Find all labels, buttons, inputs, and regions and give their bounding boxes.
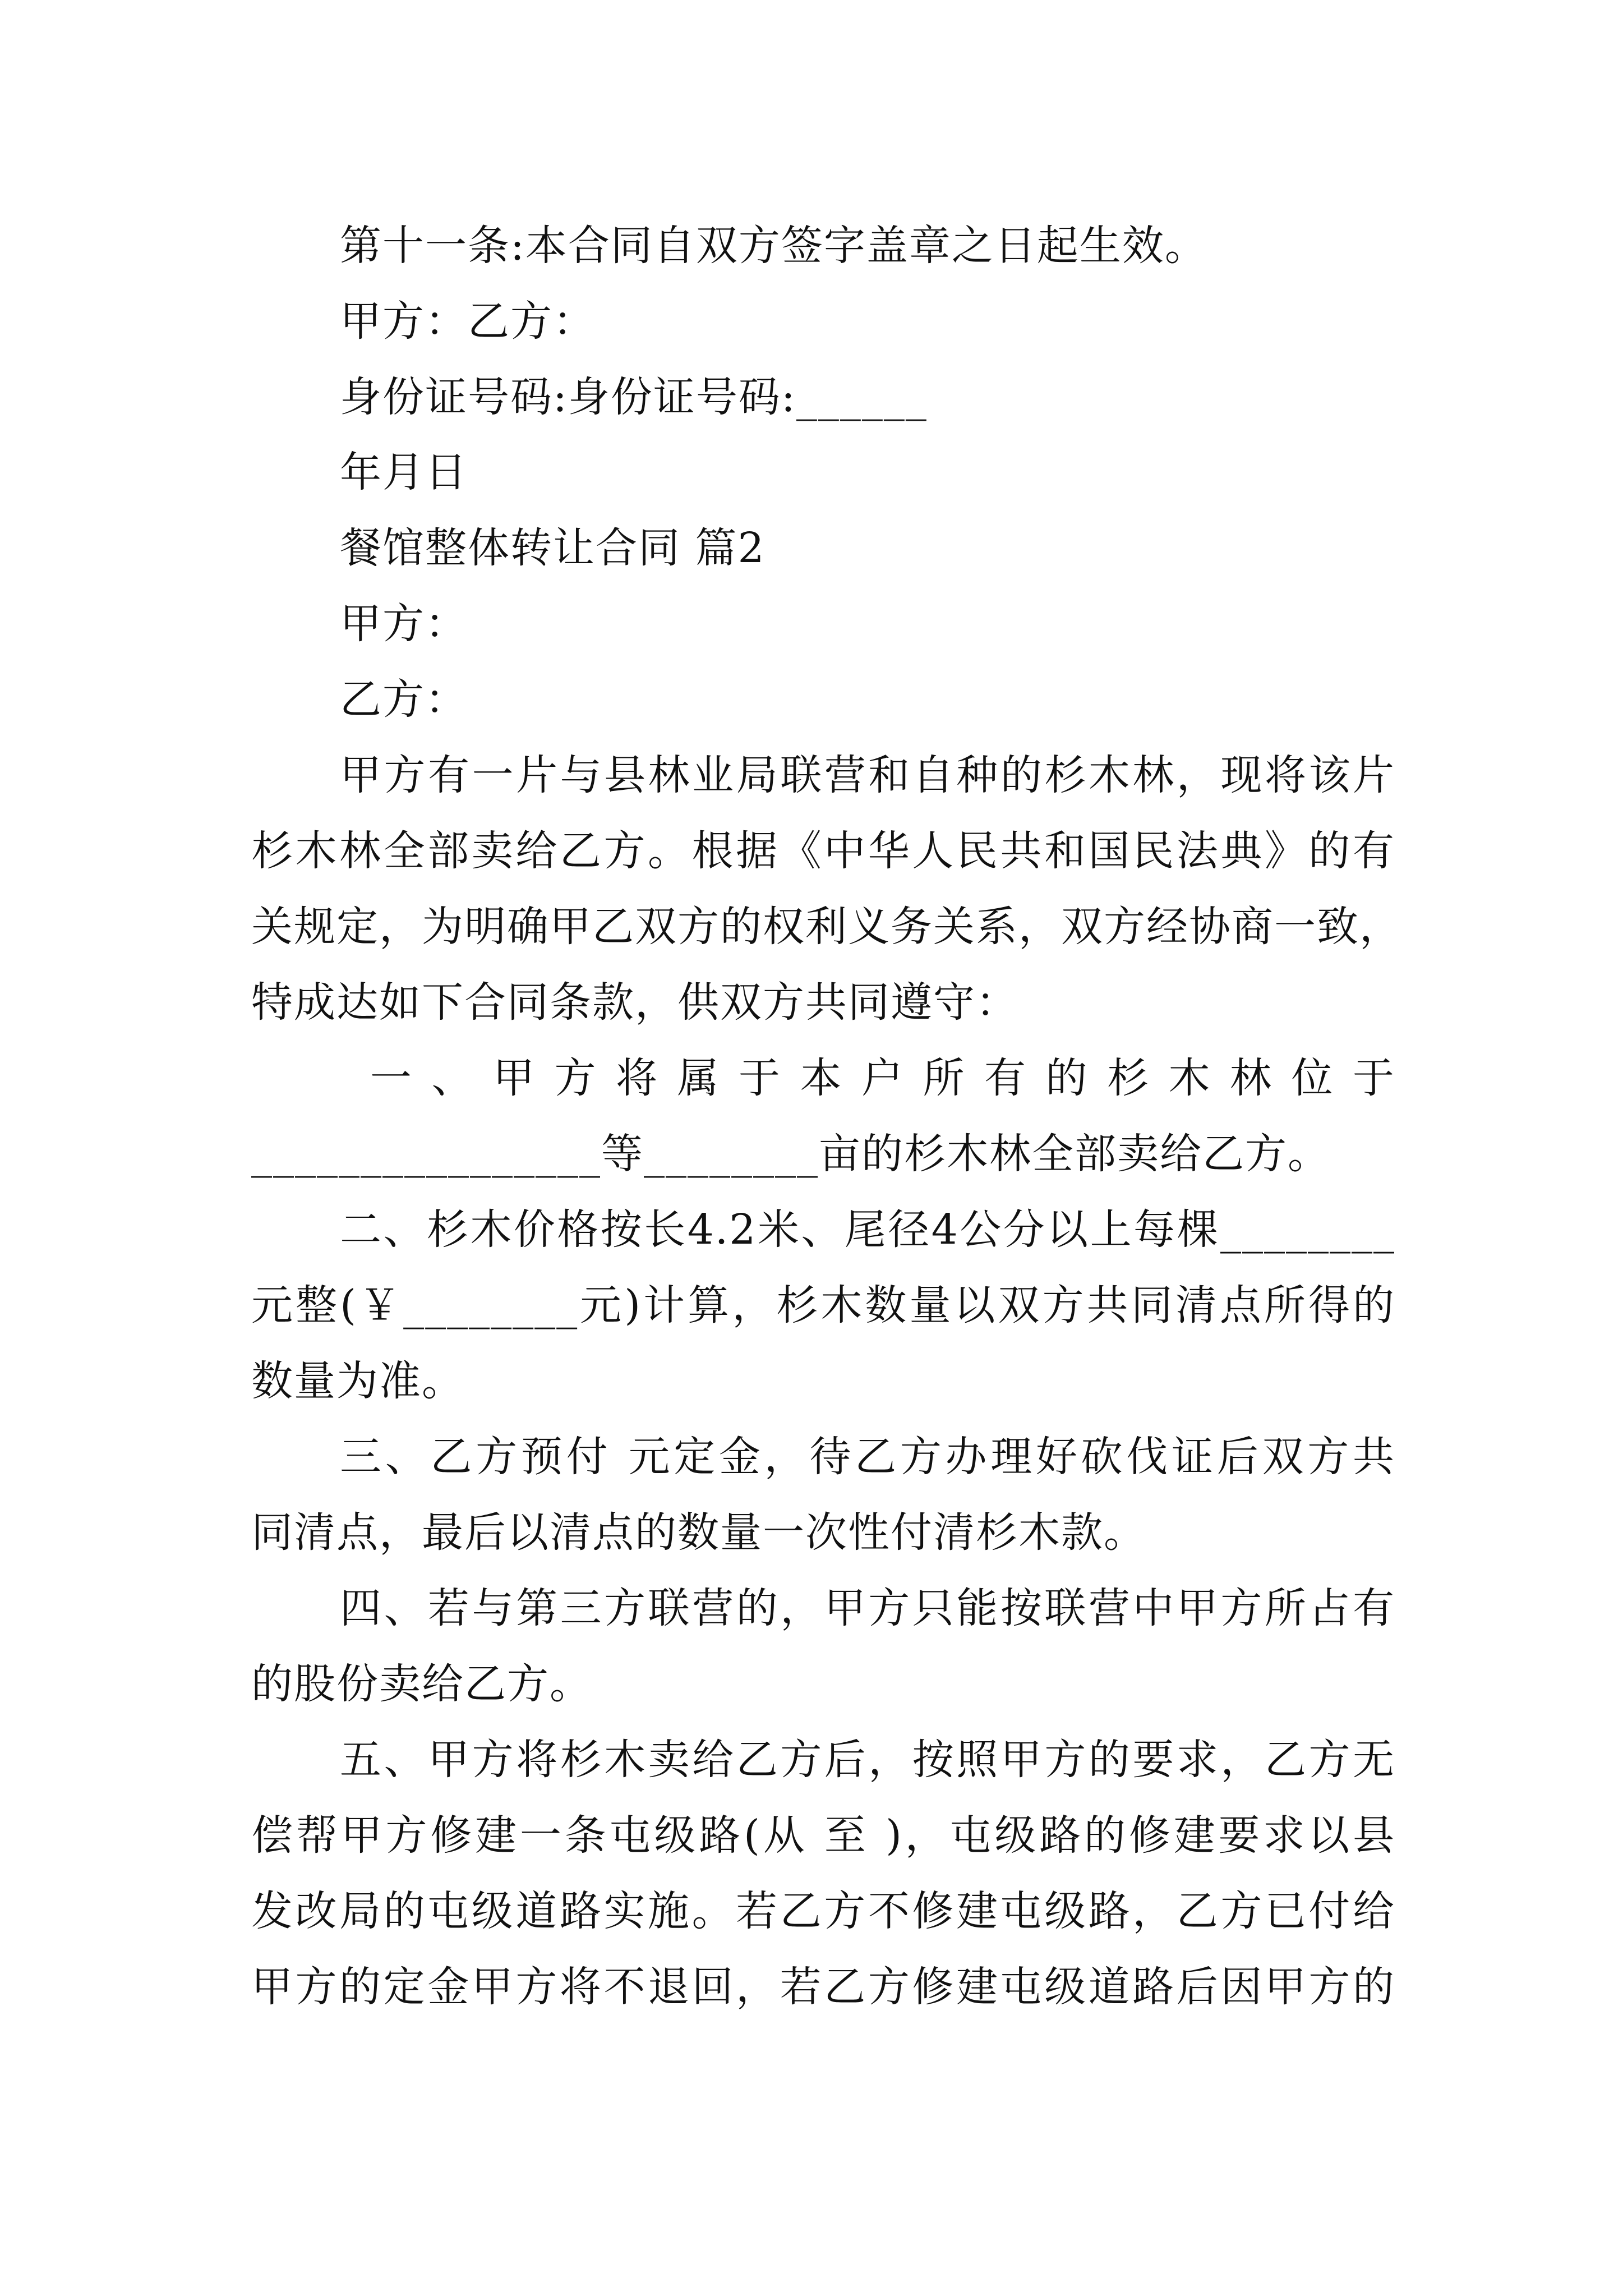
clause-2-line-1: 二、杉木价格按长4.2米、尾径4公分以上每棵________ xyxy=(340,1205,1395,1254)
intro-paragraph-line-4: 特成达如下合同条款，供双方共同遵守： xyxy=(251,978,1018,1027)
clause-5-line-1: 五、甲方将杉木卖给乙方后，按照甲方的要求，乙方无 xyxy=(340,1736,1395,1784)
clause-2-line-2: 元整(￥________元)计算，杉木数量以双方共同清点所得的 xyxy=(251,1281,1395,1329)
intro-paragraph-line-1: 甲方有一片与县林业局联营和自种的杉木林，现将该片 xyxy=(340,751,1395,799)
intro-paragraph-line-2: 杉木林全部卖给乙方。根据《中华人民共和国民法典》的有 xyxy=(251,827,1395,875)
clause-5-line-2: 偿帮甲方修建一条屯级路(从 至 )，屯级路的修建要求以县 xyxy=(251,1811,1395,1860)
intro-paragraph-line-3: 关规定，为明确甲乙双方的权利义务关系，双方经协商一致， xyxy=(251,903,1402,951)
clause-3-line-2: 同清点，最后以清点的数量一次性付清杉木款。 xyxy=(251,1508,1146,1557)
clause-5-line-4: 甲方的定金甲方将不退回，若乙方修建屯级道路后因甲方的 xyxy=(251,1963,1395,2011)
section-title: 餐馆整体转让合同 篇2 xyxy=(340,524,766,572)
date-line: 年月日 xyxy=(340,448,468,496)
party-b-label: 乙方： xyxy=(340,675,468,724)
clause-1-line-2: ________________等________亩的杉木林全部卖给乙方。 xyxy=(251,1130,1330,1178)
article-11-text: 第十一条:本合同自双方签字盖章之日起生效。 xyxy=(340,222,1207,270)
clause-3-line-1: 三、乙方预付 元定金，待乙方办理好砍伐证后双方共 xyxy=(340,1433,1395,1481)
clause-2-line-3: 数量为准。 xyxy=(251,1357,464,1405)
clause-1-line-1: 一、甲方将属于本户所有的杉木林位于 xyxy=(370,1054,1395,1102)
party-signature-line: 甲方：乙方： xyxy=(340,297,596,346)
clause-5-line-3: 发改局的屯级道路实施。若乙方不修建屯级路，乙方已付给 xyxy=(251,1887,1395,1935)
id-number-line: 身份证号码:身份证号码:______ xyxy=(340,373,928,421)
clause-4-line-2: 的股份卖给乙方。 xyxy=(251,1660,592,1708)
clause-4-line-1: 四、若与第三方联营的，甲方只能按联营中甲方所占有 xyxy=(340,1584,1395,1632)
party-a-label: 甲方： xyxy=(340,600,468,648)
